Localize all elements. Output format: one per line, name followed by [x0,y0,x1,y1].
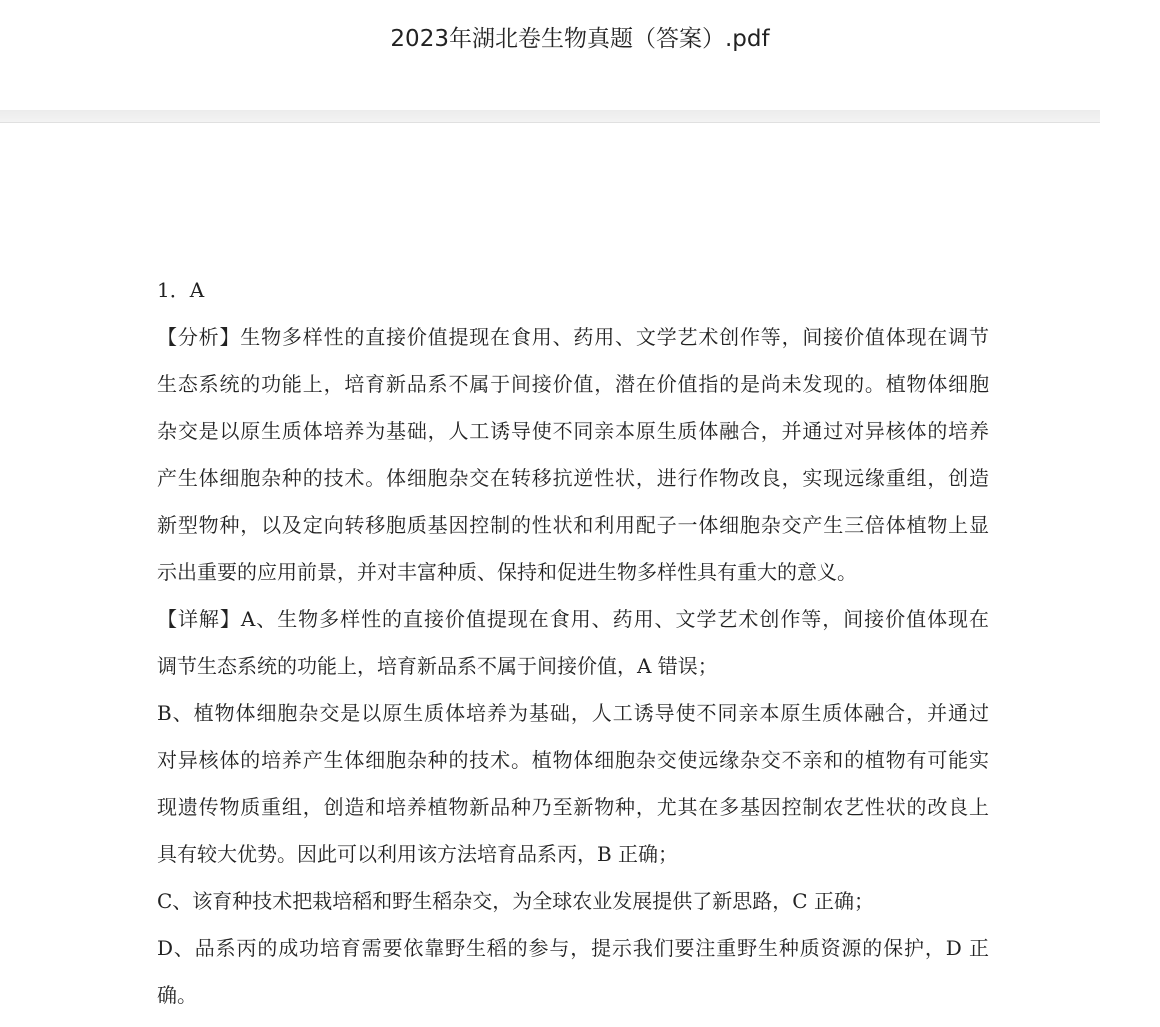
text-line: 示出重要的应用前景，并对丰富种质、保持和促进生物多样性具有重大的意义。 [157,560,857,584]
text-line: B、植物体细胞杂交是以原生质体培养为基础，人工诱导使不同亲本原生质体融合，并通过 [157,701,989,725]
text-line: 杂交是以原生质体培养为基础，人工诱导使不同亲本原生质体融合，并通过对异核体的培养 [157,419,989,443]
text-line: 产生体细胞杂种的技术。体细胞杂交在转移抗逆性状，进行作物改良，实现远缘重组，创造 [157,466,989,490]
document-title: 2023年湖北卷生物真题（答案）.pdf [390,26,770,52]
text-line: 调节生态系统的功能上，培育新品系不属于间接价值，A 错误； [157,654,718,678]
text-line: 确。 [157,983,197,1007]
text-line: D、品系丙的成功培育需要依靠野生稻的参与，提示我们要注重野生种质资源的保护，D 正 [157,936,989,960]
text-line: 【分析】生物多样性的直接价值提现在食用、药用、文学艺术创作等，间接价值体现在调节 [157,325,989,349]
page-content [157,275,989,1027]
pdf-page[interactable] [0,123,1100,1007]
text-line: 对异核体的培养产生体细胞杂种的技术。植物体细胞杂交使远缘杂交不亲和的植物有可能实 [157,748,989,772]
question-number: 1．A [157,278,205,302]
text-line: 【详解】A、生物多样性的直接价值提现在食用、药用、文学艺术创作等，间接价值体现在 [157,607,989,631]
text-line: C、该育种技术把栽培稻和野生稻杂交，为全球农业发展提供了新思路，C 正确； [157,889,874,913]
text-line: 新型物种，以及定向转移胞质基因控制的性状和利用配子一体细胞杂交产生三倍体植物上显 [157,513,989,537]
text-line: 现遗传物质重组，创造和培养植物新品种乃至新物种，尤其在多基因控制农艺性状的改良上 [157,795,989,819]
text-line: 生态系统的功能上，培育新品系不属于间接价值，潜在价值指的是尚未发现的。植物体细胞 [157,372,989,396]
toolbar-divider [0,110,1100,123]
text-line: 具有较大优势。因此可以利用该方法培育品系丙，B 正确； [157,842,679,866]
title-bar [0,0,1100,110]
